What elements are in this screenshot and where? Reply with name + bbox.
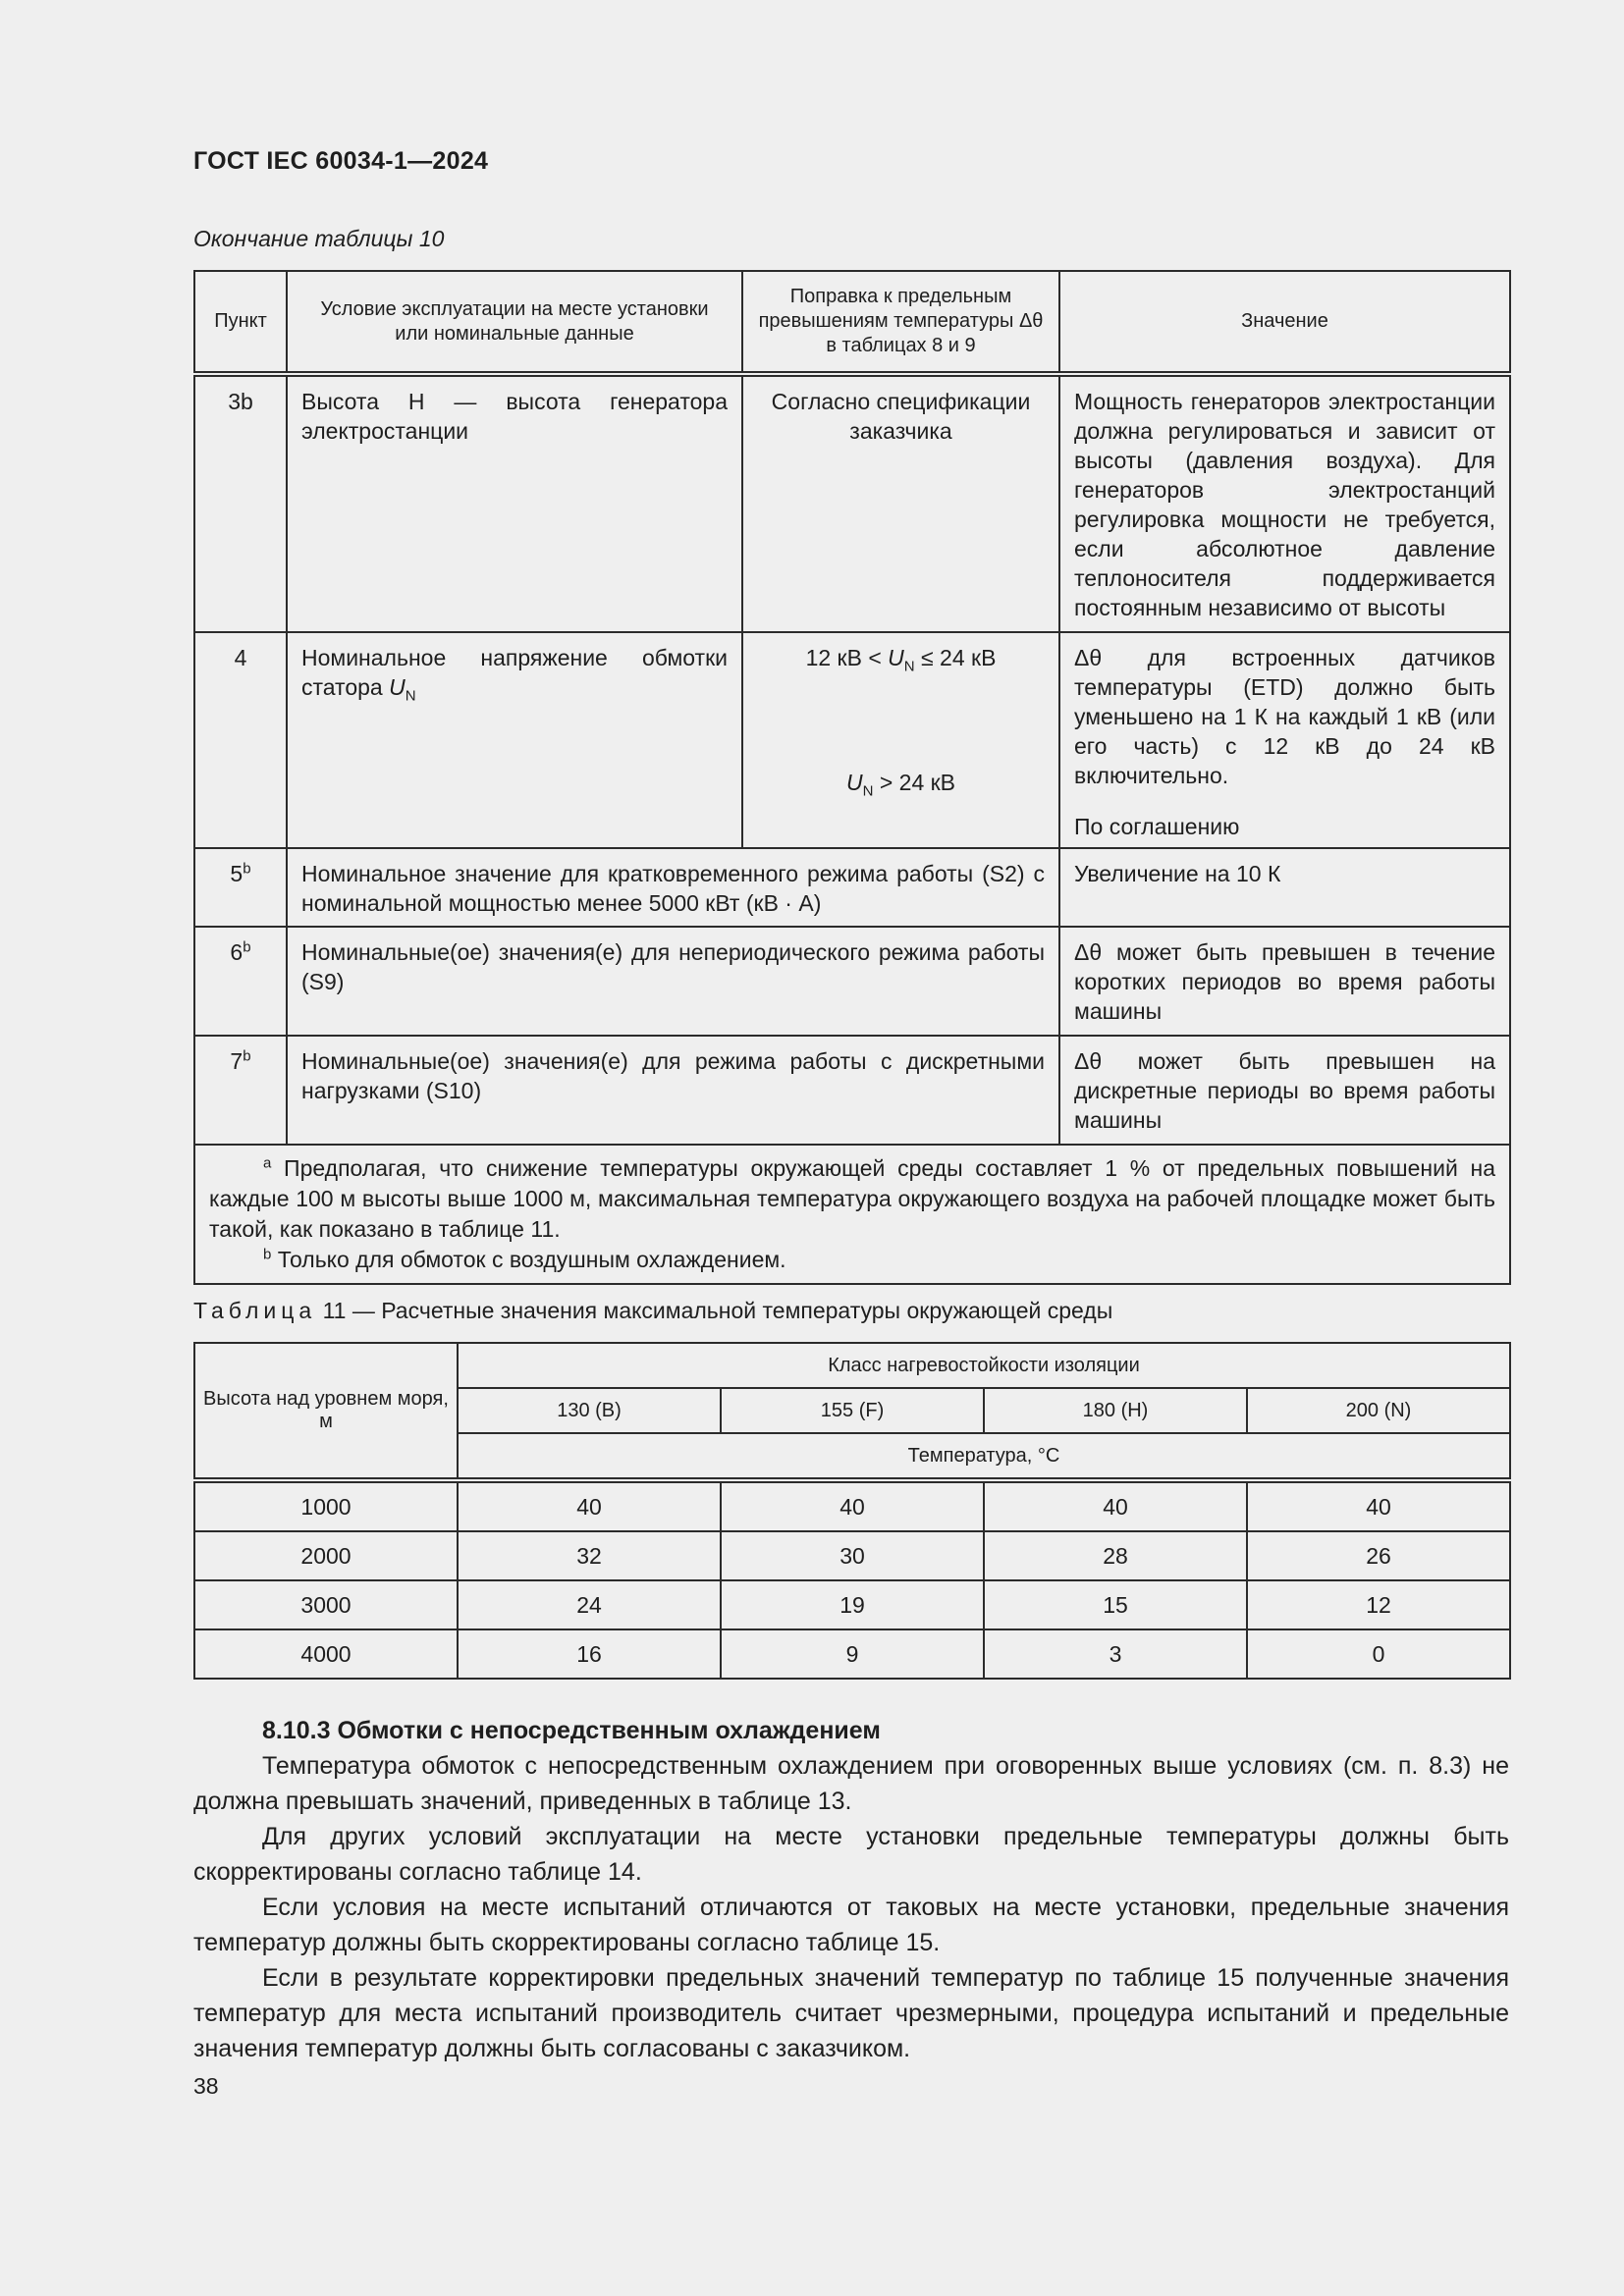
correction-range-2-end: > 24 кВ (873, 770, 956, 795)
footnote-b (209, 1245, 1495, 1275)
value-cell: Увеличение на 10 К (1059, 848, 1510, 927)
correction-cell: Согласно спецификации заказчика (742, 374, 1059, 632)
temperature-cell: 24 (458, 1580, 721, 1629)
condition-cell: Номинальные(ое) значения(е) для режима работы с дискретными нагрузками (S10) (287, 1036, 1059, 1145)
temperature-cell: 15 (984, 1580, 1247, 1629)
table-row (194, 1629, 1510, 1679)
table-notes (194, 1145, 1510, 1284)
temperature-cell: 0 (1247, 1629, 1510, 1679)
voltage-subscript: N (862, 782, 874, 800)
document-title: ГОСТ IEC 60034-1—2024 (193, 147, 489, 175)
column-header-class: 155 (F) (721, 1388, 984, 1433)
table-11-caption-text: 11 — Расчетные значения максимальной температуры окружающей среды (322, 1298, 1113, 1323)
item-number-text: 7 (230, 1048, 244, 1074)
table-11 (193, 1342, 1511, 1680)
table-row (194, 1580, 1510, 1629)
value-cell: Δθ может быть превышен на дискретные периоды во время работы машины (1059, 1036, 1510, 1145)
condition-cell: Высота H — высота генератора электростанции (287, 374, 742, 632)
condition-text: Номинальное напряжение обмотки статора (301, 645, 728, 700)
temperature-cell: 19 (721, 1580, 984, 1629)
height-cell: 1000 (194, 1480, 458, 1531)
temperature-cell: 26 (1247, 1531, 1510, 1580)
temperature-cell: 32 (458, 1531, 721, 1580)
table-row (194, 927, 1510, 1036)
correction-range-1-end: ≤ 24 кВ (914, 645, 997, 670)
table-11-header-row (194, 1343, 1510, 1388)
condition-cell (287, 632, 742, 848)
footnote-mark: b (243, 1047, 251, 1065)
voltage-subscript: N (903, 658, 915, 675)
temperature-cell: 3 (984, 1629, 1247, 1679)
table-11-caption (193, 1298, 1112, 1324)
column-header-correction: Поправка к предельным превышениям температуры Δθ в таблицах 8 и 9 (742, 271, 1059, 374)
item-number-text: 6 (230, 939, 244, 965)
voltage-symbol: U (888, 645, 904, 670)
table-row (194, 1036, 1510, 1145)
footnote-mark: b (243, 938, 251, 956)
temperature-cell: 40 (984, 1480, 1247, 1531)
temperature-cell: 30 (721, 1531, 984, 1580)
column-header-value: Значение (1059, 271, 1510, 374)
correction-range-2 (757, 768, 1045, 800)
correction-range-1-start: 12 кВ < (805, 645, 889, 670)
footnote-mark: b (263, 1246, 272, 1263)
correction-cell (742, 632, 1059, 848)
column-header-temperature-unit: Температура, °C (458, 1433, 1510, 1480)
height-cell: 4000 (194, 1629, 458, 1679)
value-text-1: Δθ для встроенных датчиков температуры (ETD) должно быть уменьшено на 1 К на каждый 1 кВ (или его часть) с 12 кВ до 24 кВ включительно. (1074, 645, 1495, 788)
table-row (194, 1480, 1510, 1531)
temperature-cell: 12 (1247, 1580, 1510, 1629)
voltage-subscript: N (405, 687, 416, 705)
temperature-cell: 9 (721, 1629, 984, 1679)
section-heading: 8.10.3 Обмотки с непосредственным охлаждением (262, 1717, 881, 1744)
page-number: 38 (193, 2073, 219, 2099)
table-notes-row (194, 1145, 1510, 1284)
column-header-height: Высота над уровнем моря, м (194, 1343, 458, 1480)
item-number: 3b (194, 374, 287, 632)
temperature-cell: 40 (1247, 1480, 1510, 1531)
voltage-symbol: U (845, 770, 863, 795)
table-row (194, 1531, 1510, 1580)
height-cell: 2000 (194, 1531, 458, 1580)
item-number (194, 927, 287, 1036)
condition-cell: Номинальное значение для кратковременного режима работы (S2) с номинальной мощностью менее 5000 кВт (кВ · А) (287, 848, 1059, 927)
temperature-cell: 28 (984, 1531, 1247, 1580)
height-cell: 3000 (194, 1580, 458, 1629)
item-number (194, 848, 287, 927)
table-row (194, 632, 1510, 848)
column-header-class: 200 (N) (1247, 1388, 1510, 1433)
value-cell: Δθ может быть превышен в течение коротких периодов во время работы машины (1059, 927, 1510, 1036)
column-header-condition: Условие эксплуатации на месте установки или номинальные данные (287, 271, 742, 374)
column-header-item: Пункт (194, 271, 287, 374)
table-10-header-row (194, 271, 1510, 374)
footnote-a (209, 1153, 1495, 1245)
footnote-text: Предполагая, что снижение температуры окружающей среды составляет 1 % от предельных повышений на каждые 100 м высоты выше 1000 м, максимальная температура окружающего воздуха на рабочей площадке может быть такой, как показано в таблице 11. (209, 1155, 1496, 1242)
voltage-symbol: U (389, 674, 406, 700)
table-10-continuation-caption: Окончание таблицы 10 (193, 226, 445, 251)
footnote-mark: b (243, 860, 251, 878)
temperature-cell: 40 (721, 1480, 984, 1531)
item-number-text: 5 (230, 861, 244, 886)
value-cell (1059, 632, 1510, 848)
temperature-cell: 16 (458, 1629, 721, 1679)
paragraph: Если в результате корректировки предельных значений температур по таблице 15 полученные значения температур для места испытаний производитель считает чрезмерными, процедура испытаний и предельные значения температур должны быть согласованы с заказчиком. (193, 1964, 1509, 2062)
item-number (194, 1036, 287, 1145)
footnote-mark: a (263, 1154, 272, 1172)
value-text-2: По соглашению (1074, 814, 1240, 839)
value-cell: Мощность генераторов электростанции должна регулироваться и зависит от высоты (давления воздуха). Для генераторов электростанций регулировка мощности не требуется, если абсолютное давление теплоносителя поддерживается постоянным независимо от высоты (1059, 374, 1510, 632)
table-11-caption-word: Таблица (193, 1298, 317, 1323)
column-header-class: 180 (H) (984, 1388, 1247, 1433)
item-number: 4 (194, 632, 287, 848)
paragraph: Если условия на месте испытаний отличаются от таковых на месте установки, предельные значения температур должны быть скорректированы согласно таблице 15. (193, 1894, 1509, 1956)
correction-range-1 (805, 645, 997, 675)
condition-cell: Номинальные(ое) значения(е) для непериодического режима работы (S9) (287, 927, 1059, 1036)
section-8-10-3 (193, 1713, 1509, 2066)
footnote-text: Только для обмоток с воздушным охлаждением. (277, 1247, 786, 1272)
paragraph: Температура обмоток с непосредственным охлаждением при оговоренных выше условиях (см. п. 8.3) не должна превышать значений, приведенных в таблице 13. (193, 1752, 1509, 1815)
table-row (194, 374, 1510, 632)
temperature-cell: 40 (458, 1480, 721, 1531)
table-10 (193, 270, 1511, 1285)
table-row (194, 848, 1510, 927)
paragraph: Для других условий эксплуатации на месте установки предельные температуры должны быть скорректированы согласно таблице 14. (193, 1823, 1509, 1886)
column-header-insulation-class: Класс нагревостойкости изоляции (458, 1343, 1510, 1388)
column-header-class: 130 (B) (458, 1388, 721, 1433)
